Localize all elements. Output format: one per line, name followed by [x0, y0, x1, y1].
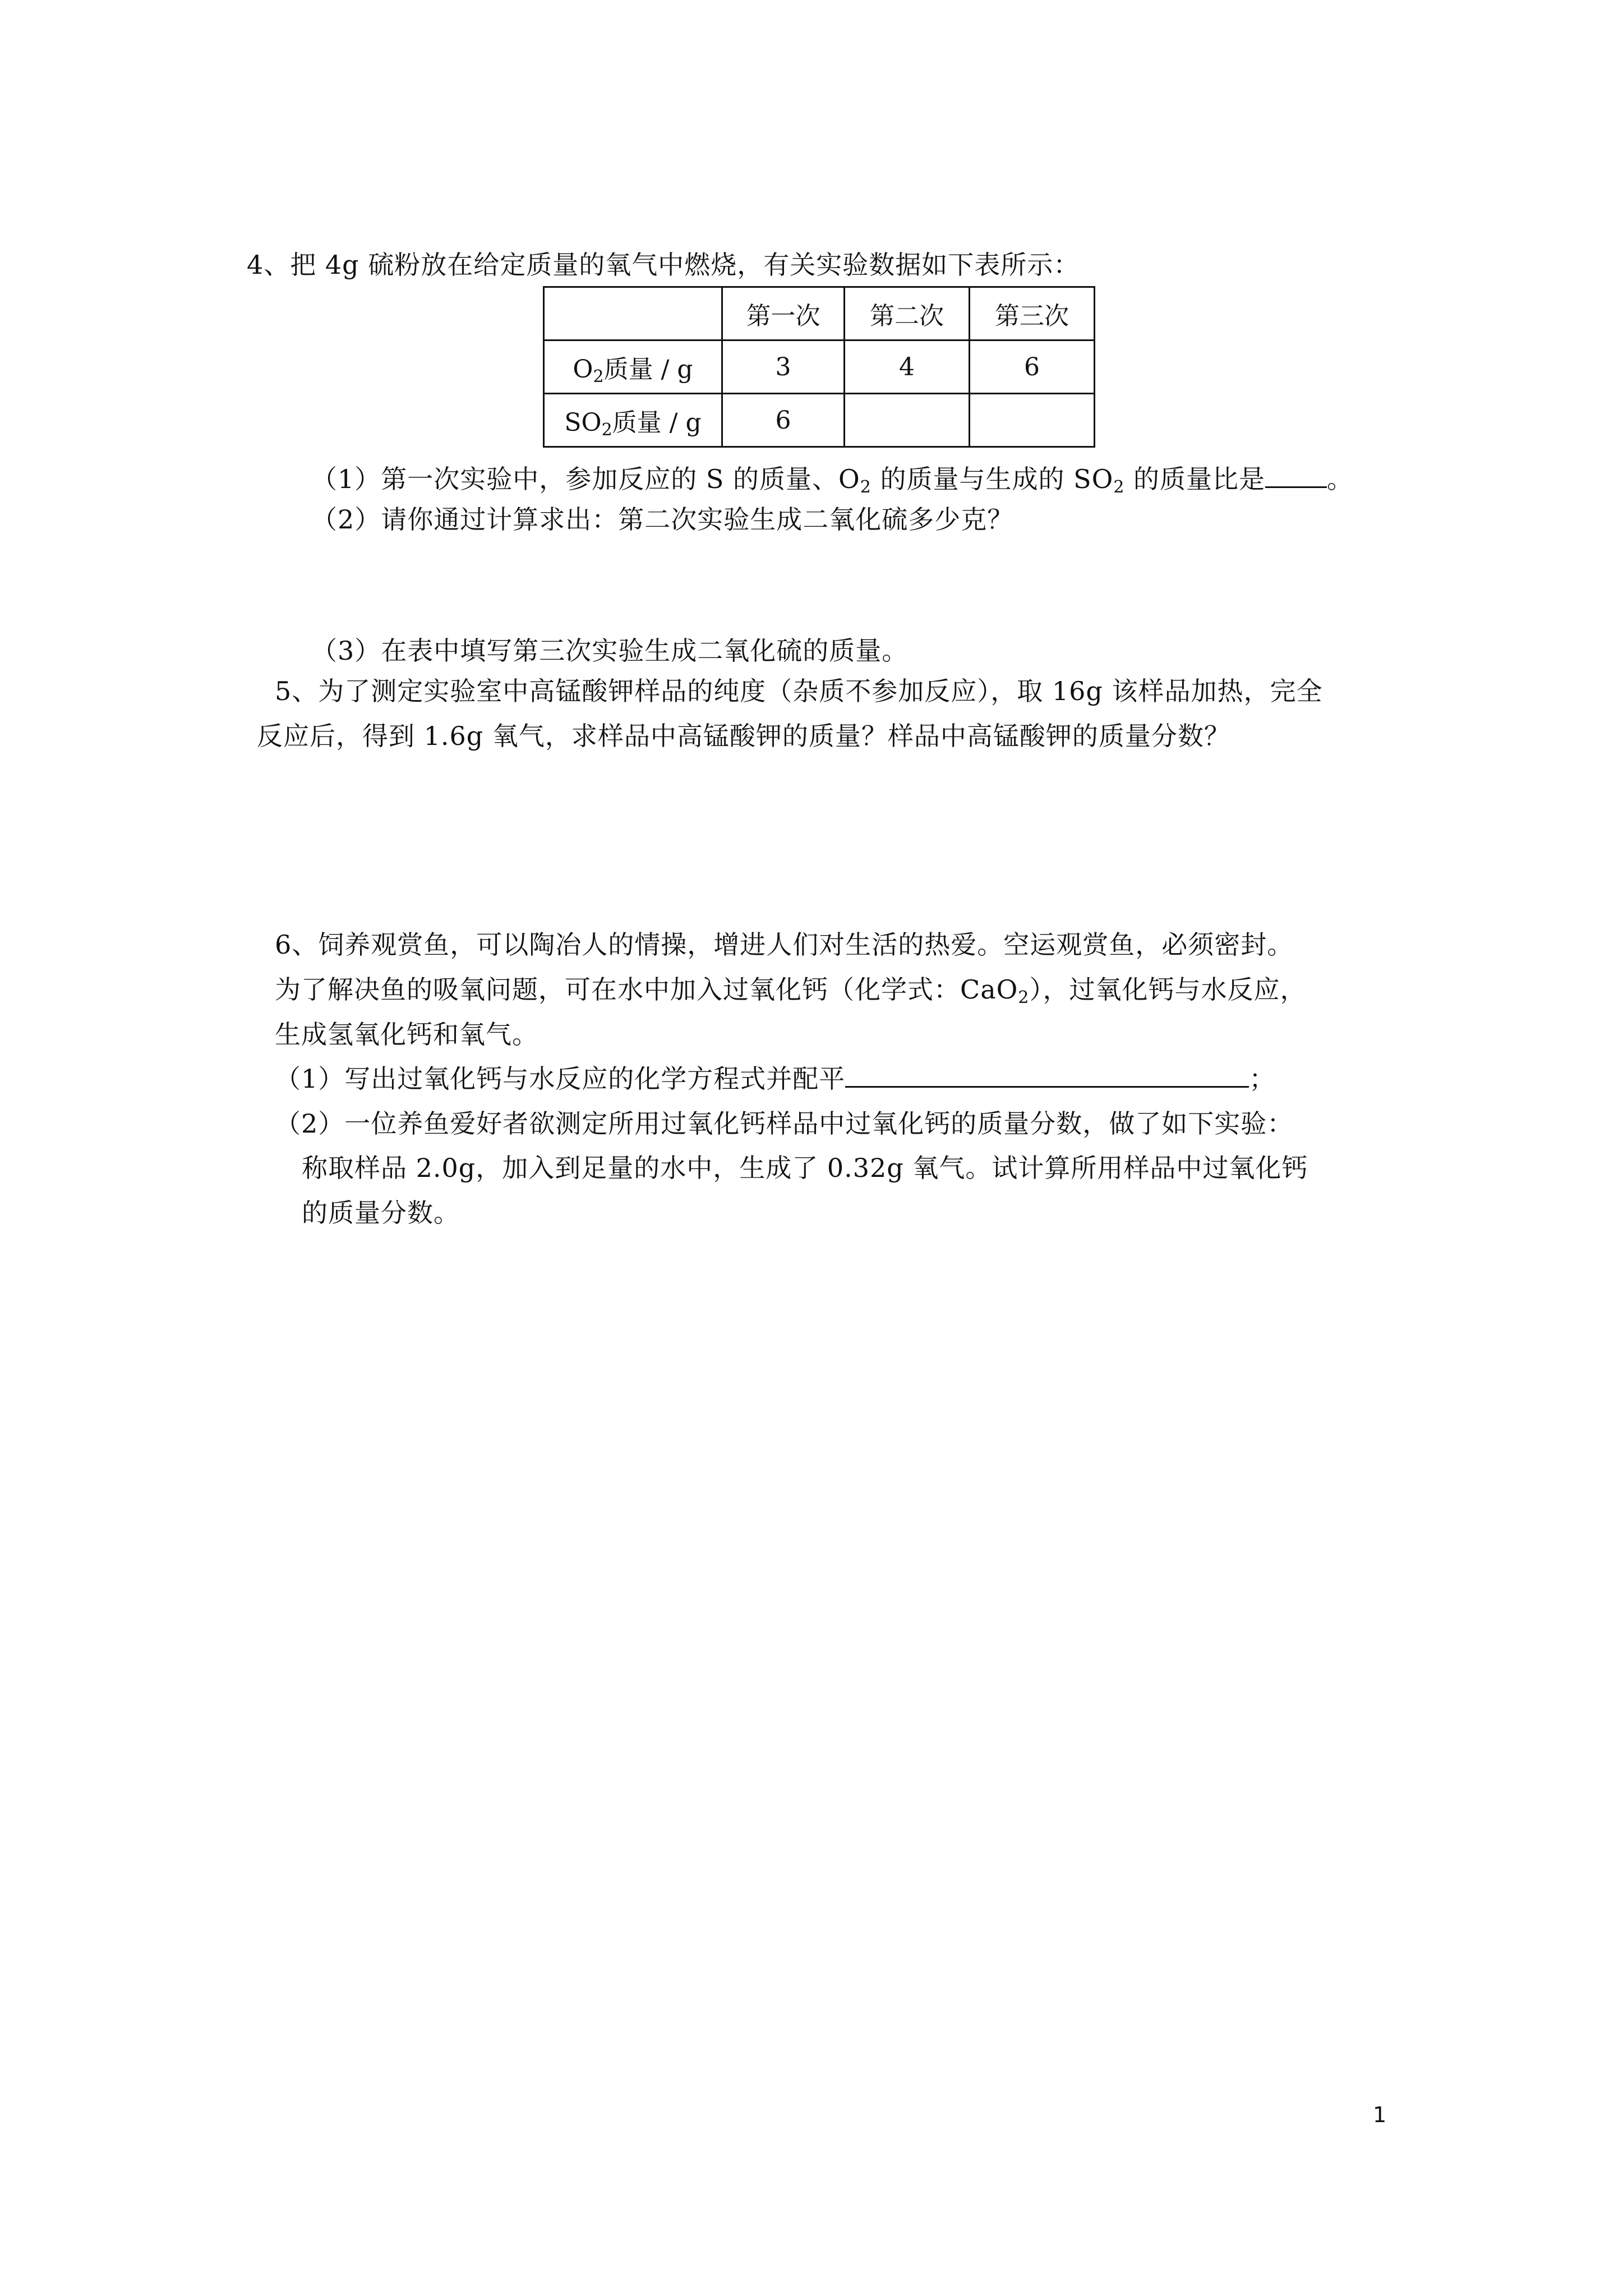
answer-blank[interactable]	[1265, 464, 1327, 488]
q6-line2: 为了解决鱼的吸氧问题，可在水中加入过氧化钙（化学式：CaO$_2$），过氧化钙与水反应，	[275, 974, 1307, 1007]
q6-sub2-line3: 的质量分数。	[302, 1198, 460, 1228]
table-corner-cell	[544, 287, 722, 341]
table-cell: 6	[722, 394, 845, 447]
row-label-so2: $SO_2$质量 / g	[544, 394, 722, 447]
table-row	[544, 341, 1095, 394]
q6-sub2-line1: （2）一位养鱼爱好者欲测定所用过氧化钙样品中过氧化钙的质量分数，做了如下实验：	[275, 1108, 1294, 1139]
table-cell: 4	[845, 341, 970, 394]
q5-line2: 反应后，得到 1.6g 氧气，求样品中高锰酸钾的质量？样品中高锰酸钾的质量分数？	[257, 721, 1230, 751]
q4-data-table	[543, 286, 1095, 448]
q6-sub2-line2: 称取样品 2.0g，加入到足量的水中，生成了 0.32g 氧气。试计算所用样品中过氧化钙	[302, 1153, 1308, 1183]
q4-intro: 4、把 4g 硫粉放在给定质量的氧气中燃烧，有关实验数据如下表所示：	[247, 250, 1080, 280]
table-cell-blank[interactable]	[845, 394, 970, 447]
row-label-o2: $O_2$质量 / g	[544, 341, 722, 394]
equation-blank[interactable]	[845, 1064, 1249, 1088]
q6-sub1: （1）写出过氧化钙与水反应的化学方程式并配平 ；	[275, 1064, 1276, 1094]
table-header-row	[544, 287, 1095, 341]
table-header-third: 第三次	[970, 287, 1095, 341]
q6-line1: 6、饲养观赏鱼，可以陶冶人的情操，增进人们对生活的热爱。空运观赏鱼，必须密封。	[275, 930, 1294, 960]
q4-sub2: （2）请你通过计算求出：第二次实验生成二氧化硫多少克？	[311, 504, 1014, 535]
q4-sub1: （1）第一次实验中，参加反应的 S 的质量、$O_2$ 的质量与生成的 $SO_2$ 的质量比是 。	[311, 464, 1354, 497]
q4-sub3: （3）在表中填写第三次实验生成二氧化硫的质量。	[311, 636, 909, 666]
table-cell-blank[interactable]	[970, 394, 1095, 447]
table-cell: 6	[970, 341, 1095, 394]
table-cell: 3	[722, 341, 845, 394]
q5-line1: 5、为了测定实验室中高锰酸钾样品的纯度（杂质不参加反应），取 16g 该样品加热，完全	[275, 676, 1323, 706]
table-header-second: 第二次	[845, 287, 970, 341]
table-row	[544, 394, 1095, 447]
page-number: 1	[1373, 2102, 1387, 2127]
table-header-first: 第一次	[722, 287, 845, 341]
q6-line3: 生成氢氧化钙和氧气。	[275, 1019, 538, 1050]
